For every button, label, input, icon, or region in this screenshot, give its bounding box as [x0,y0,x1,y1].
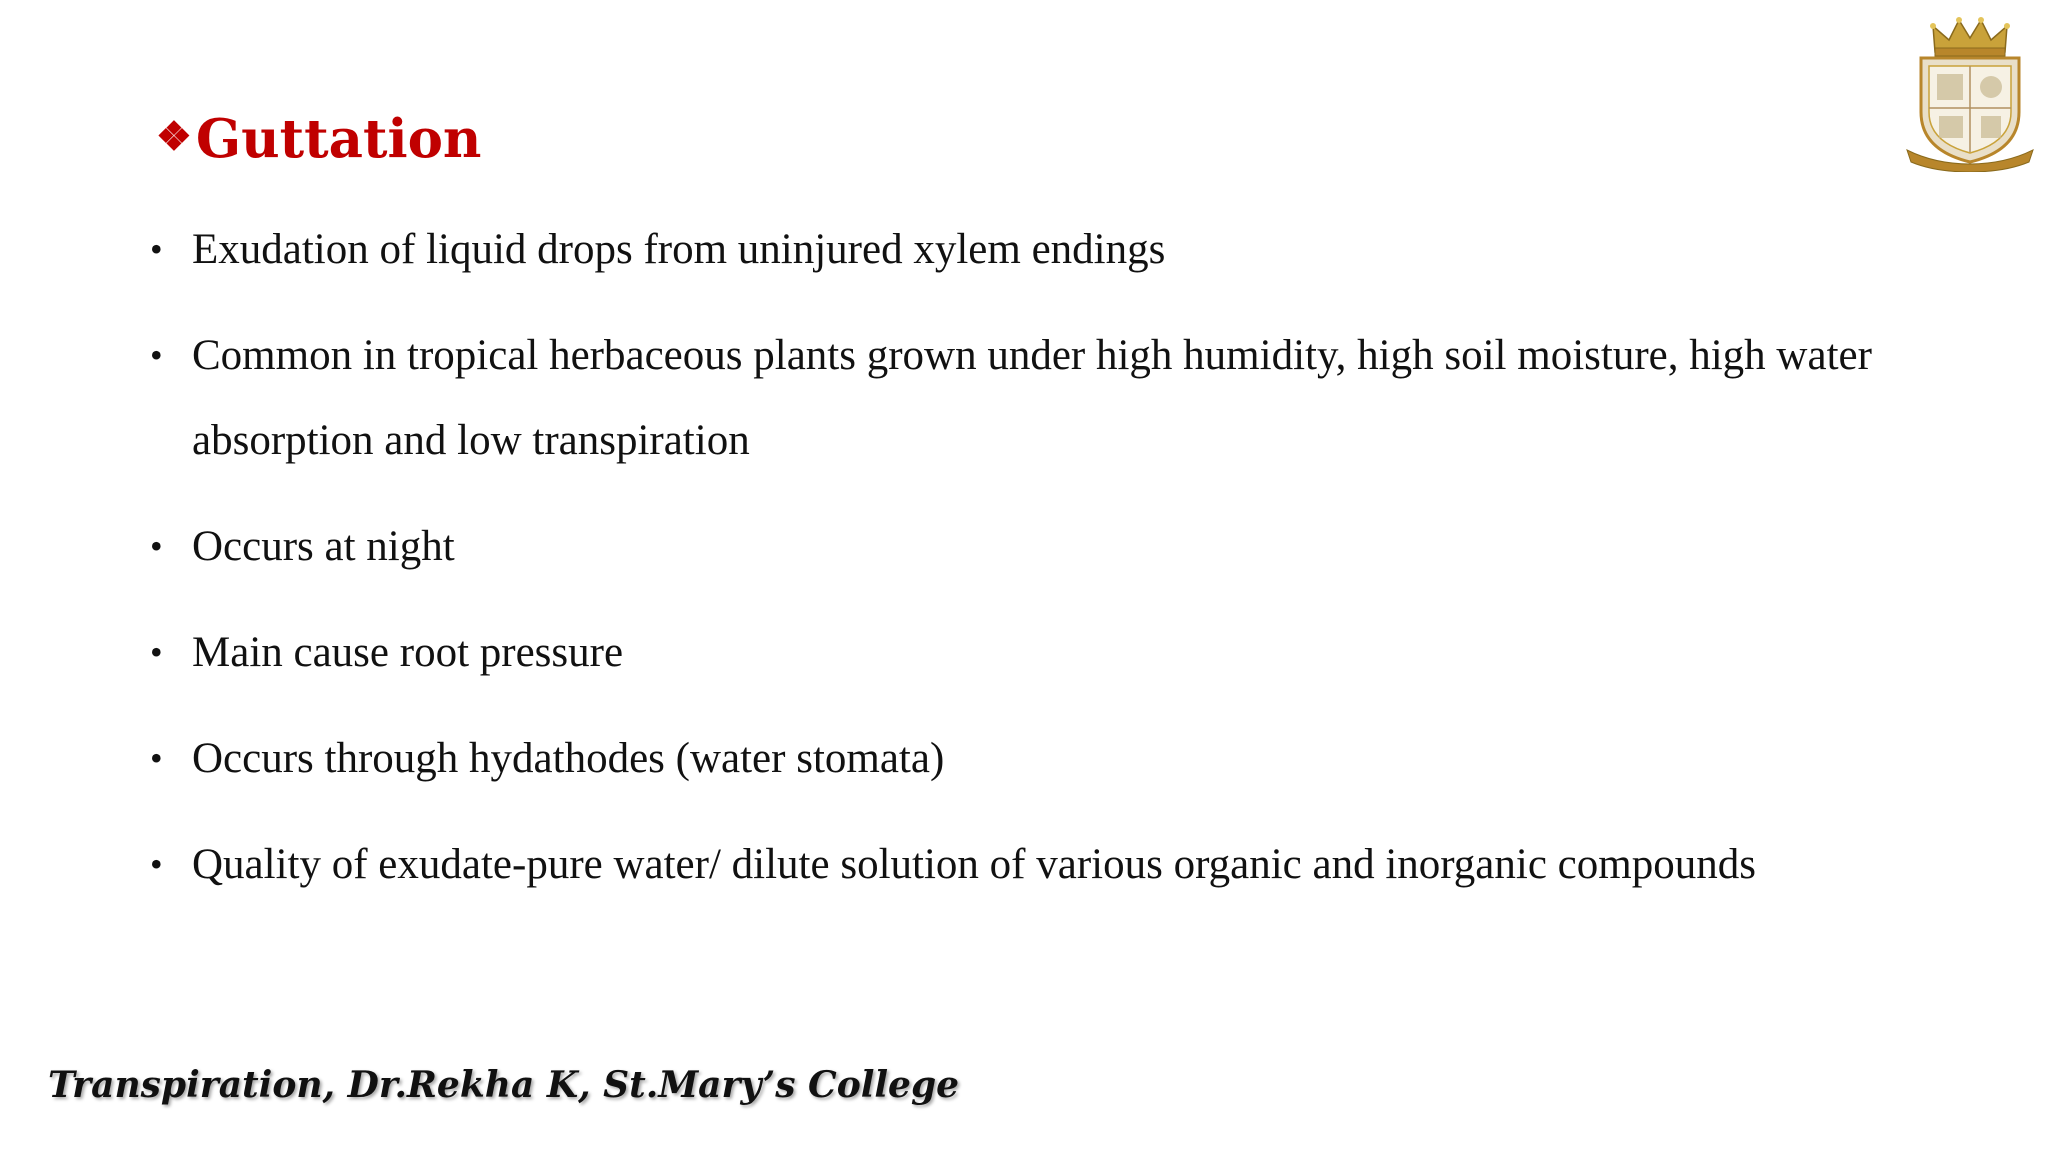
crown-icon [1930,17,2010,56]
list-item [150,504,1890,589]
list-item-text: Common in tropical herbaceous plants grown under high humidity, high soil moisture, high water absorption and low transpiration [192,332,1872,464]
slide-title [156,100,481,178]
list-item [150,610,1890,695]
list-item-text: Occurs at night [192,523,455,570]
list-item-text: Quality of exudate-pure water/ dilute solution of various organic and inorganic compounds [192,841,1756,888]
list-item [150,313,1890,483]
bullet-dot-icon: • [150,526,163,566]
list-item-text: Occurs through hydathodes (water stomata) [192,735,945,782]
list-item [150,716,1890,801]
list-item [150,822,1890,907]
shield-icon [1921,58,2019,162]
list-item [150,207,1890,292]
bullet-dot-icon: • [150,229,163,269]
bullet-dot-icon: • [150,738,163,778]
college-crest-icon [1905,12,2035,172]
list-item-text: Main cause root pressure [192,629,624,676]
slide-title-text: Guttation [195,108,482,170]
list-item-text: Exudation of liquid drops from uninjured xylem endings [192,226,1166,273]
bullet-dot-icon: • [150,632,163,672]
bullet-list [150,207,1890,928]
bullet-dot-icon: • [150,335,163,375]
slide-footer: Transpiration, Dr.Rekha K, St.Mary’s College [48,1064,960,1106]
diamond-bullet-icon: ❖ [156,113,192,160]
bullet-dot-icon: • [150,844,163,884]
